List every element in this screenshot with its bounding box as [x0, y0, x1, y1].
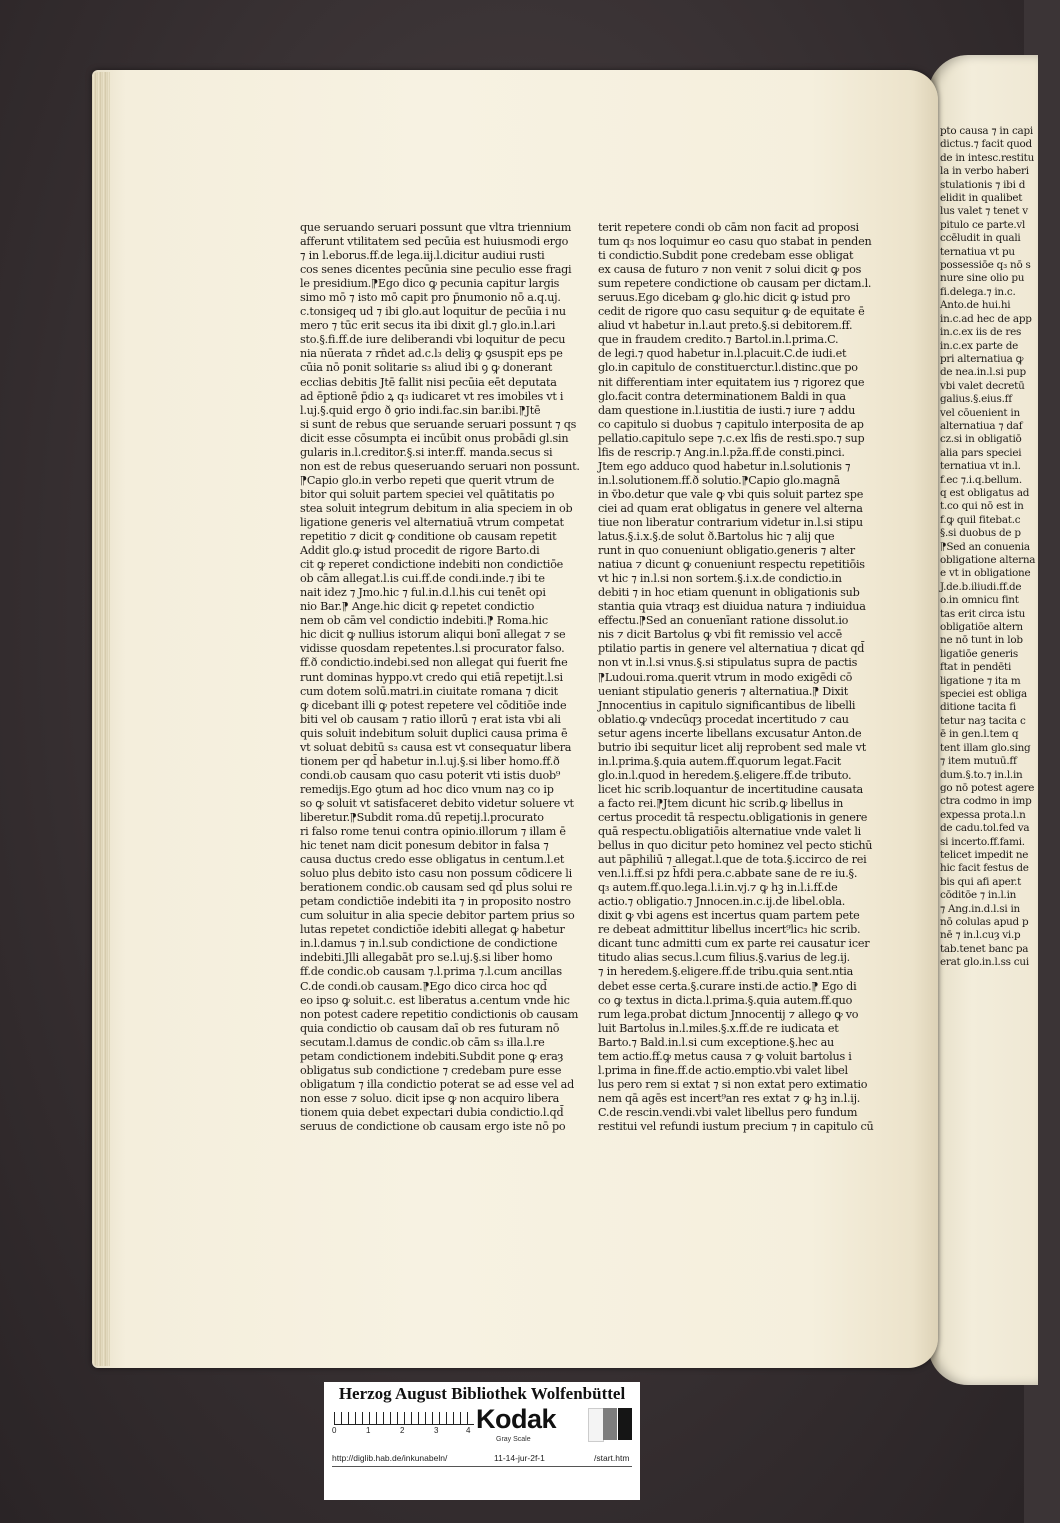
text-line: berationem condic.ob causam sed qd̄ plus solui re	[300, 881, 573, 895]
text-line: ad ēptionē p̄dio ꝝ q₃ iudicaret vt res imobiles vt i	[300, 389, 564, 403]
text-line: in.l.damus ⁊ in.l.sub condictione de condictione	[300, 937, 558, 951]
text-line: eo ipso ꝙ soluit.c. est liberatus a.centum vnde hic	[300, 993, 570, 1007]
text-line: luit Bartolus in.l.miles.§.x.ff.de re iudicata et	[598, 1021, 839, 1035]
text-line: oblatio.ꝙ vndecūqȝ procedat incertitudo ⁊ cau	[598, 712, 849, 726]
text-line: ccēludit in quali	[940, 232, 1021, 245]
text-line: l.uj.§.quid ergo ð ꝯrio indi.fac.sin bar.ibi.⁋Jtē	[300, 403, 541, 417]
text-line: co capitulo si duobus ⁊ capitulo interposita de ap	[598, 417, 864, 431]
text-line: ptilatio partis in genere vel alternatiua ⁊ dicat qd̄	[598, 642, 865, 656]
text-line: o.in omnicu fint	[940, 594, 1019, 607]
text-line: mero ⁊ tūc erit secus ita ibi dixit gl.⁊ glo.in.l.ari	[300, 319, 556, 333]
text-line: non esse ⁊ soluo. dicit ipse ꝙ non acquiro libera	[300, 1091, 560, 1105]
text-line: ⁋Ludoui.roma.querit vtrum in modo exigēdi cō	[598, 670, 853, 684]
text-line: tionem quia debet expectari dubia condictio.l.qd̄	[300, 1105, 564, 1119]
text-line: tum q₃ nos loquimur eo casu quo stabat in penden	[598, 235, 872, 249]
text-line: si incerto.ff.fami.	[940, 835, 1025, 848]
text-line: biti vel ob causam ⁊ ratio illorū ⁊ erat ista vbi ali	[300, 712, 561, 726]
text-line: co ꝙ textus in dicta.l.prima.§.quia autem.ff.quo	[598, 993, 853, 1007]
text-line: vel cōuenient in	[940, 406, 1020, 419]
text-line: lus valet ⁊ tenet v	[940, 205, 1028, 218]
text-line: simo mō ⁊ isto mō capit pro p̄numonio nō a.q.uj.	[300, 291, 561, 305]
text-line: dictus.⁊ facit quod	[940, 138, 1032, 151]
text-line: ligatione ⁊ ita m	[940, 674, 1021, 687]
text-line: sum repetere condictione ob causam per dictam.l.	[598, 277, 872, 291]
text-line: cedit de rigore quo casu sequitur ꝙ de equitate ē	[598, 305, 865, 319]
text-line: nait idez ⁊ Jmo.hic ⁊ ful.in.d.l.his cui tenēt opi	[300, 586, 546, 600]
text-line: Jtem ego adduco quod habetur in.l.solutionis ⁊	[598, 459, 851, 473]
text-line: vidisse quosdam repetentes.l.si procurator falso.	[300, 642, 565, 656]
ruler-number: 4	[466, 1426, 471, 1435]
text-line: ctra codmo in imp	[940, 795, 1032, 808]
text-line: ven.l.i.ff.si pz h̄fdi pera.c.abbate sane de re iu.§.	[598, 867, 858, 881]
text-line: stea soluit integrum debitum in alia speciem in ob	[300, 501, 573, 515]
scale-ruler	[334, 1412, 474, 1425]
text-line: §.si duobus de p	[940, 527, 1021, 540]
text-line: in v̄bo.detur que vale ꝙ vbi quis soluit partez spe	[598, 487, 864, 501]
text-line: Addit glo.ꝙ istud procedit de rigore Barto.di	[300, 544, 540, 558]
color-target-card	[324, 1382, 640, 1500]
text-line: seruus.Ego dicebam ꝙ glo.hic dicit ꝙ istud pro	[598, 291, 851, 305]
text-line: que in fraudem credito.⁊ Bartol.in.l.prima.C.	[598, 333, 839, 347]
text-line: ciei ad quam erat obligatus in genere vel alterna	[598, 501, 863, 515]
text-line: ligatiōe generis	[940, 647, 1018, 660]
text-line: lus pero rem si extat ⁊ si non extat pero extimatio	[598, 1077, 868, 1091]
text-line: tas erit circa istu	[940, 607, 1026, 620]
text-line: Barto.⁊ Bald.in.l.si cum exceptione.§.hec au	[598, 1035, 834, 1049]
gray-scale-label: Gray Scale	[496, 1436, 531, 1443]
text-line: bitor qui soluit partem speciei vel quātitatis po	[300, 487, 555, 501]
text-line: ecclias debitis Jtē fallit nisi pecūia eēt deputata	[300, 375, 557, 389]
text-line: ē in gen.l.tem q	[940, 728, 1019, 741]
text-line: dicant tunc admitti cum ex parte rei causatur icer	[598, 937, 870, 951]
text-line: ligatione generis vel alternatiuā vtrum competat	[300, 515, 564, 529]
text-line: de cadu.tol.fed va	[940, 822, 1030, 835]
text-column-left	[300, 221, 580, 1134]
text-line: stulationis ⁊ ibi d	[940, 178, 1026, 191]
text-line: nis ⁊ dicit Bartolus ꝙ vbi fit remissio vel accē	[598, 628, 842, 642]
text-line: hic tenet nam dicit ponesum debitor in falsa ⁊	[300, 839, 549, 853]
text-line: ff.de condic.ob causam ⁊.l.prima ⁊.l.cum ancillas	[300, 965, 562, 979]
kodak-logo: Kodak	[476, 1404, 557, 1434]
text-line: actio.⁊ obligatio.⁊ Jnnocen.in.c.ij.de libel.obla.	[598, 895, 846, 909]
text-line: nē ⁊ in.l.cuȝ vi.p	[940, 929, 1021, 942]
text-line: seruus de condictione ob causam ergo iste nō po	[300, 1120, 566, 1133]
text-line: terit repetere condi ob cām non facit ad proposi	[598, 221, 859, 234]
text-line: Anto.de hui.hi	[940, 299, 1011, 312]
text-line: stantia quia vtraqȝ est diuidua natura ⁊ indiuidua	[598, 600, 866, 614]
gray-swatch-white	[588, 1408, 604, 1442]
text-line: bis qui afi aper.t	[940, 875, 1022, 888]
text-line: la in verbo haberi	[940, 165, 1029, 178]
text-line: dam questione in.l.iustitia de iusti.⁊ iure ⁊ addu	[598, 403, 856, 417]
text-line: tionem per qd̄ habetur in.l.uj.§.si liber homo.ff.ð	[300, 754, 560, 768]
text-line: causa ductus credo esse obligatus in centum.l.et	[300, 853, 565, 867]
text-line: ꝙ dicebant illi ꝙ potest repetere vel cōditiōe inde	[300, 698, 567, 712]
text-line: in.c.ad hec de app	[940, 312, 1032, 325]
library-name: Herzog August Bibliothek Wolfenbüttel	[338, 1384, 626, 1403]
text-line: indebiti.Jlli allegabāt pro se.l.uj.§.si liber homo	[300, 951, 553, 965]
text-line: fi.delega.⁊ in.c.	[940, 285, 1016, 298]
text-line: quā respectu.obligatiōis alternatiue vnde valet li	[598, 825, 861, 839]
text-line: ⁋Capio glo.in verbo repeti que querit vtrum de	[300, 473, 555, 487]
text-line: C.de condi.ob causam.⁋Ego dico circa hoc qd̄	[300, 979, 547, 993]
start-page-link: /start.htm	[594, 1453, 630, 1463]
text-line: ⁊ item mutuū.ff	[940, 755, 1017, 768]
text-line: butrio ibi sequitur licet alij reprobent sed male vt	[598, 740, 866, 754]
text-line: nem qā agēs est incert⁹an res extat ⁊ ꝙ hꝫ in.l.ij.	[598, 1091, 861, 1105]
text-line: petam condictiōe indebiti ita ⁊ in proposito nostro	[300, 895, 571, 909]
text-line: ⁋Sed an conuenia	[940, 540, 1030, 553]
text-line: f.ec ⁊.i.q.bellum.	[940, 473, 1022, 486]
text-line: bellus in quo dicitur peto hominez vel pecto stichū	[598, 839, 873, 853]
ruler-number: 2	[400, 1426, 405, 1435]
text-line: ditione tacita fi	[940, 701, 1016, 714]
text-line: que seruando seruari possunt que vltra triennium	[300, 221, 572, 234]
text-line: c.tonsigeq ud ⁊ ibi glo.aut loquitur de pecūia i nu	[300, 305, 566, 319]
text-line: de nea.in.l.si pup	[940, 366, 1026, 379]
text-line: afferunt vtilitatem sed pecūia est huiusmodi ergo	[300, 235, 569, 249]
text-line: runt in quo conueniunt obligatio.generis ⁊ alter	[598, 544, 855, 558]
text-line: a facto rei.⁋Jtem dicunt hic scrib.ꝙ libellus in	[598, 796, 844, 810]
text-line: ti condictio.Subdit pone credebam esse obligat	[598, 249, 854, 263]
gray-swatch-mid	[603, 1408, 617, 1440]
text-line: cōditōe ⁊ in.l.in	[940, 889, 1017, 902]
text-line: soluo plus debito isto casu non possum cōdicere li	[300, 867, 572, 881]
text-line: lfis de rescrip.⁊ Ang.in.l.pz̄a.ff.de consti.pinci.	[598, 445, 845, 459]
text-line: obligatum ⁊ illa condictio poterat se ad esse vel ad	[300, 1077, 574, 1091]
text-line: aut pāphiliū ⁊ allegat.l.que de tota.§.iccirco de rei	[598, 853, 867, 867]
text-line: gularis in.l.creditor.§.si inter.ff. manda.secus si	[300, 445, 553, 459]
text-line: nia nūerata ⁊ rn̄det ad.c.l₃ deliȝ ꝙ ꝯsuspit eps pe	[300, 347, 563, 361]
text-line: alia pars speciei	[940, 446, 1022, 459]
text-line: pri alternatiua ꝙ	[940, 352, 1024, 365]
text-column-right	[598, 221, 882, 1134]
text-line: runt dominas hyppo.vt credo qui etiā repetijt.l.si	[300, 670, 563, 684]
text-line: pto causa ⁊ in capi	[940, 125, 1033, 137]
text-line: sto.§.fi.ff.de iure deliberandi vbi loquitur de pecu	[300, 333, 566, 347]
text-line: erat glo.in.l.ss cui	[940, 956, 1029, 969]
ruler-number: 3	[434, 1426, 439, 1435]
text-line: glo.in.l.quod in heredem.§.eligere.ff.de tributo.	[598, 768, 852, 782]
text-line: lutas repetet condictiōe idebiti allegat ꝙ habetur	[300, 923, 565, 937]
text-line: titudo alias secus.l.cum filius.§.varius de leg.ij.	[598, 951, 850, 965]
text-line: telicet impedit ne	[940, 848, 1029, 861]
text-line: ri falso rome tenui contra opinio.illorum ⁊ illam ē	[300, 825, 566, 839]
text-line: effectu.⁋Sed an conuenīant ratione dissolut.io	[598, 614, 849, 628]
text-line: natiua ⁊ dicunt ꝙ conueniunt respectu repetitiōis	[598, 558, 865, 572]
text-line: C.de rescin.vendi.vbi valet libellus pero fundum	[598, 1105, 858, 1119]
text-line: in.l.solutionem.ff.ð solutio.⁋Capio glo.magnā	[598, 473, 840, 487]
text-line: secutam.l.damus de condic.ob cām s₃ illa.l.re	[300, 1035, 545, 1049]
text-line: cūia nō ponit solitarie s₃ aliud ibi ꝯ ꝙ donerant	[300, 361, 553, 375]
text-line: condi.ob causam quo casu poterit vti istis duob⁹	[300, 768, 561, 782]
text-line: quis soluit indebitum soluit duplici causa prima ē	[300, 726, 568, 740]
text-line: l.prima in fine.ff.de actio.emptio.vbi valet libel	[598, 1063, 848, 1077]
text-line: hic dicit ꝙ nullius istorum aliqui bonī allegat ⁊ se	[300, 628, 566, 642]
text-line: dicit esse cōsumpta ei incūbit onus probādi gl.sin	[300, 431, 569, 445]
text-line: latus.§.i.x.§.de solut ð.Bartolus hic ⁊ alij que	[598, 530, 835, 544]
text-line: f.ꝙ quil fitebat.c	[940, 513, 1021, 526]
text-line: ⁊ in heredem.§.eligere.ff.de tribu.quia sent.ntia	[598, 965, 854, 979]
text-line: debiti ⁊ in hoc etiam quenunt in obligationis sub	[598, 586, 860, 600]
text-line: so ꝙ soluit vt satisfaceret debito videtur soluere vt	[300, 796, 574, 810]
text-line: obligatione alterna	[940, 554, 1036, 566]
text-line: alternatiua ⁊ daf	[940, 419, 1023, 432]
text-line: glo.facit contra determinationem Baldi in qua	[598, 389, 846, 403]
text-line: ff.ð condictio.indebi.sed non allegat qui fuerit fne	[300, 656, 568, 670]
text-line: e vt in obligatione	[940, 567, 1031, 580]
text-line: in.l.prima.§.quia autem.ff.quorum legat.Facit	[598, 754, 841, 768]
text-line: glo.in capitulo de constituerctur.l.distinc.que po	[598, 361, 858, 375]
text-line: vt soluat debitū s₃ causa est vt consequatur libera	[300, 740, 572, 754]
text-line: obligatiōe altern	[940, 621, 1023, 634]
text-line: setur agens incerte libellans excusatur Anton.de	[598, 726, 862, 740]
text-line: rum lega.probat dictum Jnnocentij ⁊ allego ꝙ vo	[598, 1007, 859, 1021]
facing-page	[928, 55, 1038, 1385]
text-line: hic facit festus de	[940, 862, 1029, 875]
text-line: in.c.ex iis de res	[940, 326, 1022, 339]
ruler-number: 1	[366, 1426, 371, 1435]
text-line: ex causa de futuro ⁊ non venit ⁊ solui dicit ꝙ pos	[598, 263, 862, 277]
text-line: si sunt de rebus que seruande seruari possunt ⁊ qs	[300, 417, 577, 431]
text-line: ueniant stipulatio generis ⁊ alternatiua.⁋ Dixit	[598, 684, 848, 698]
text-line: ternatiua vt in.l.	[940, 460, 1021, 473]
shelfmark: 11-14-jur-2f-1	[494, 1453, 545, 1463]
text-line: cos senes dicentes pecūnia sine peculio esse fragi	[300, 263, 572, 277]
text-line: non potest cadere repetitio condictionis ob causam	[300, 1007, 579, 1021]
text-line: de legi.⁊ quod habetur in.l.placuit.C.de iudi.et	[598, 347, 847, 361]
text-line: repetitio ⁊ dicit ꝙ conditione ob causam repetit	[300, 530, 557, 544]
text-line: restitui vel refundi iustum precium ⁊ in capitulo cū	[598, 1120, 874, 1133]
text-line: possessiōe q₃ nō s	[940, 259, 1031, 272]
text-line: J.de.b.iliudi.ff.de	[940, 580, 1022, 593]
text-line: liberetur.⁋Subdit roma.dū repetij.l.procurato	[300, 810, 544, 824]
text-line: licet hic scrib.loquantur de incertitudine causata	[598, 782, 863, 796]
text-line: de in intesc.restitu	[940, 151, 1035, 164]
text-line: ob cām allegat.l.is cui.ff.de condi.inde.⁊ ibi te	[300, 572, 545, 586]
text-line: quia condictio ob causam daī ob res futuram nō	[300, 1021, 560, 1035]
text-line: galius.§.eius.ff	[940, 393, 1012, 406]
text-line: ⁊ in l.eborus.ff.de lega.iij.l.dicitur audiui rusti	[300, 249, 545, 263]
text-line: vt hic ⁊ in.l.si non sortem.§.i.x.de condictio.in	[598, 572, 842, 586]
text-line: le presidium.⁋Ego dico ꝙ pecunia capitur largis	[300, 277, 560, 291]
text-line: tab.tenet banc pa	[940, 942, 1029, 955]
text-line: nō colulas apud p	[940, 915, 1029, 928]
text-line: obligatus sub condictione ⁊ credebam pure esse	[300, 1063, 562, 1077]
text-line: ternatiua vt pu	[940, 245, 1015, 258]
text-line: nio Bar.⁋ Ange.hic dicit ꝙ repetet condictio	[300, 600, 535, 614]
text-line: go nō potest agere	[940, 781, 1035, 794]
text-line: Jnnocentius in capitulo significantibus de libelli	[598, 698, 856, 712]
text-line: petam condictionem indebiti.Subdit pone ꝙ eraȝ	[300, 1049, 564, 1063]
text-line: remedijs.Ego ꝯtum ad hoc dico vnum naȝ co ip	[300, 782, 554, 796]
text-line: q₃ autem.ff.quo.lega.l.i.in.vj.⁊ ꝙ hꝫ in.l.i.ff.de	[598, 881, 838, 895]
text-line: in.c.ex parte de	[940, 339, 1018, 352]
text-line: dum.§.to.⁊ in.l.in	[940, 768, 1023, 781]
text-line: q est obligatus ad	[940, 486, 1030, 499]
divider	[332, 1466, 632, 1467]
text-line: debet esse certa.§.curare insti.de actio.⁋ Ego di	[598, 979, 857, 993]
text-line: cum soluitur in alia specie debitor partem prius so	[300, 909, 575, 923]
text-line: nit differentiam inter equitatem ius ⁊ rigorez que	[598, 375, 865, 389]
text-line: t.co qui nō est in	[940, 500, 1024, 513]
text-line: tiue non liberatur contrarium videtur in.l.si stipu	[598, 515, 863, 529]
text-line: nure sine olio pu	[940, 272, 1025, 285]
text-line: speciei est obliga	[940, 688, 1027, 701]
text-line: re debeat admittitur libellus incert⁹lic₃ hic scrib.	[598, 923, 861, 937]
text-line: cit ꝙ reperet condictione indebiti non condictiōe	[300, 558, 564, 572]
digilib-url: http://diglib.hab.de/inkunabeln/	[332, 1453, 448, 1463]
text-line: cum dotem solū.matri.in ciuitate romana ⁊ dicit	[300, 684, 558, 698]
text-line: ftat in pendēti	[940, 661, 1012, 674]
text-line: expessa prota.l.n	[940, 808, 1026, 821]
text-line: nem ob cām vel condictio indebiti.⁋ Roma.hic	[300, 614, 548, 628]
gray-swatch-black	[618, 1408, 632, 1440]
text-line: cz.si in obligatiō	[940, 433, 1022, 446]
text-line: tetur naȝ tacita c	[940, 714, 1026, 727]
text-line: non est de rebus queseruando seruari non possunt.	[300, 459, 580, 473]
text-line: pellatio.capitulo sepe ⁊.c.ex lfis de resti.spo.⁊ sup	[598, 431, 865, 445]
page-edge	[92, 72, 110, 1366]
text-line: pitulo ce parte.vl	[940, 218, 1026, 231]
text-line: non vt in.l.si vnus.§.si stipulatus supra de pactis	[598, 656, 858, 670]
text-line: aliud vt habetur in.l.aut preto.§.si debitorem.ff.	[598, 319, 853, 333]
text-line: vbi valet decretū	[940, 379, 1025, 392]
text-line: tem actio.ff.ꝙ metus causa ⁊ ꝙ voluit bartolus i	[598, 1049, 852, 1063]
text-line: ⁊ Ang.in.d.l.si in	[940, 902, 1020, 915]
text-line: tent illam glo.sing	[940, 741, 1031, 754]
text-line: dixit ꝙ vbi agens est incertus quam partem pete	[598, 909, 860, 923]
text-line: certus procedit tā respectu.obligationis in genere	[598, 810, 868, 824]
text-line: elidit in qualibet	[940, 192, 1023, 205]
ruler-number: 0	[332, 1426, 337, 1435]
facing-page-text	[940, 125, 1060, 970]
text-line: ne nō tunt in lob	[940, 634, 1023, 647]
